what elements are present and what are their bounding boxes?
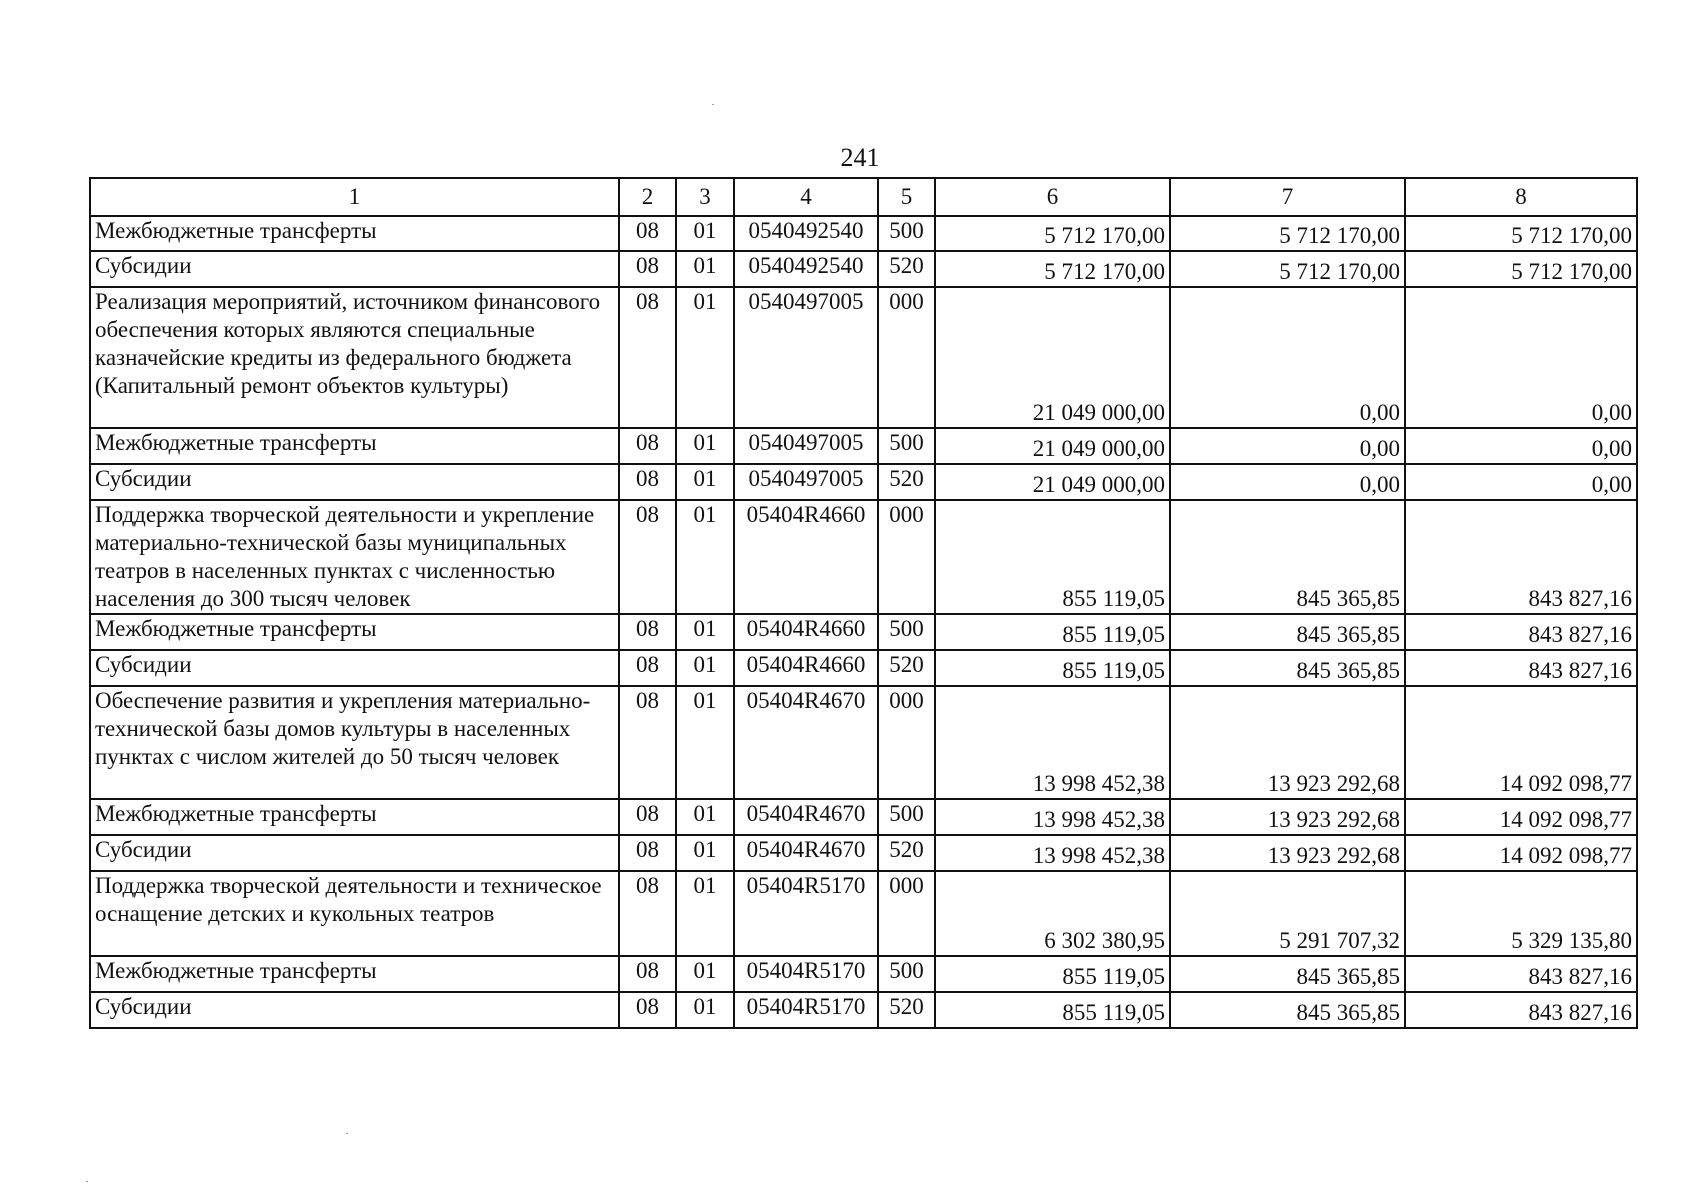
amount-cell: 21 049 000,00: [935, 464, 1170, 500]
row-name: Межбюджетные трансферты: [90, 614, 619, 650]
code-cell: 05404R5170: [734, 956, 878, 992]
row-name: Субсидии: [90, 992, 619, 1028]
row-name: Поддержка творческой деятельности и укрепление материально-технической базы муниципальных театров в населенных пунктах с численностью населения до 300 тысяч человек: [90, 500, 619, 614]
code-cell: 0540492540: [734, 251, 878, 287]
row-name: Межбюджетные трансферты: [90, 956, 619, 992]
code-cell: 05404R4670: [734, 686, 878, 799]
code-cell: 05404R5170: [734, 871, 878, 956]
column-header: 4: [734, 178, 878, 216]
scan-speck: [86, 1181, 88, 1182]
amount-cell: 855 119,05: [935, 992, 1170, 1028]
amount-cell: 845 365,85: [1170, 992, 1405, 1028]
row-name: Обеспечение развития и укрепления материально-технической базы домов культуры в населенных пунктах с числом жителей до 50 тысяч человек: [90, 686, 619, 799]
row-name: Поддержка творческой деятельности и техническое оснащение детских и кукольных театров: [90, 871, 619, 956]
amount-cell: 845 365,85: [1170, 614, 1405, 650]
amount-cell: 13 923 292,68: [1170, 799, 1405, 835]
amount-cell: 5 291 707,32: [1170, 871, 1405, 956]
header-row: [90, 178, 1637, 216]
code-cell: 08: [619, 614, 676, 650]
row-name: Межбюджетные трансферты: [90, 428, 619, 464]
amount-cell: 5 712 170,00: [1405, 216, 1637, 251]
amount-cell: 14 092 098,77: [1405, 686, 1637, 799]
column-header: 6: [935, 178, 1170, 216]
code-cell: 08: [619, 216, 676, 251]
code-cell: 08: [619, 956, 676, 992]
page-number: 241: [840, 143, 880, 172]
code-cell: 08: [619, 871, 676, 956]
code-cell: 000: [878, 500, 935, 614]
code-cell: 01: [676, 799, 734, 835]
code-cell: 520: [878, 835, 935, 871]
table-row: [90, 799, 1637, 835]
row-name: Субсидии: [90, 464, 619, 500]
table-row: [90, 428, 1637, 464]
code-cell: 520: [878, 992, 935, 1028]
code-cell: 000: [878, 686, 935, 799]
table-row: [90, 464, 1637, 500]
code-cell: 0540497005: [734, 464, 878, 500]
row-name: Субсидии: [90, 251, 619, 287]
amount-cell: 14 092 098,77: [1405, 799, 1637, 835]
amount-cell: 0,00: [1170, 464, 1405, 500]
amount-cell: 845 365,85: [1170, 956, 1405, 992]
code-cell: 01: [676, 871, 734, 956]
amount-cell: 21 049 000,00: [935, 287, 1170, 428]
table-row: [90, 251, 1637, 287]
amount-cell: 0,00: [1170, 287, 1405, 428]
table-row: [90, 614, 1637, 650]
scan-speck: [712, 104, 714, 105]
code-cell: 08: [619, 251, 676, 287]
table-row: [90, 871, 1637, 956]
code-cell: 08: [619, 992, 676, 1028]
code-cell: 08: [619, 835, 676, 871]
code-cell: 01: [676, 464, 734, 500]
code-cell: 01: [676, 835, 734, 871]
amount-cell: 855 119,05: [935, 650, 1170, 686]
column-header: 7: [1170, 178, 1405, 216]
code-cell: 05404R4670: [734, 799, 878, 835]
code-cell: 08: [619, 428, 676, 464]
amount-cell: 13 923 292,68: [1170, 686, 1405, 799]
table-row: [90, 650, 1637, 686]
amount-cell: 845 365,85: [1170, 500, 1405, 614]
budget-table: [89, 177, 1638, 1029]
table-row: [90, 835, 1637, 871]
amount-cell: 0,00: [1405, 428, 1637, 464]
code-cell: 520: [878, 650, 935, 686]
amount-cell: 845 365,85: [1170, 650, 1405, 686]
code-cell: 0540497005: [734, 428, 878, 464]
code-cell: 08: [619, 686, 676, 799]
code-cell: 08: [619, 464, 676, 500]
amount-cell: 13 998 452,38: [935, 686, 1170, 799]
code-cell: 01: [676, 216, 734, 251]
table-row: [90, 956, 1637, 992]
amount-cell: 5 712 170,00: [1405, 251, 1637, 287]
amount-cell: 855 119,05: [935, 614, 1170, 650]
code-cell: 08: [619, 500, 676, 614]
amount-cell: 21 049 000,00: [935, 428, 1170, 464]
amount-cell: 5 712 170,00: [935, 216, 1170, 251]
row-name: Реализация мероприятий, источником финансового обеспечения которых являются специальные казначейские кредиты из федерального бюджета (Капитальный ремонт объектов культуры): [90, 287, 619, 428]
row-name: Субсидии: [90, 650, 619, 686]
amount-cell: 0,00: [1405, 464, 1637, 500]
code-cell: 520: [878, 464, 935, 500]
amount-cell: 843 827,16: [1405, 650, 1637, 686]
row-name: Субсидии: [90, 835, 619, 871]
code-cell: 01: [676, 500, 734, 614]
table-row: [90, 287, 1637, 428]
code-cell: 05404R4660: [734, 614, 878, 650]
code-cell: 01: [676, 686, 734, 799]
amount-cell: 843 827,16: [1405, 614, 1637, 650]
amount-cell: 855 119,05: [935, 500, 1170, 614]
code-cell: 01: [676, 992, 734, 1028]
amount-cell: 843 827,16: [1405, 992, 1637, 1028]
amount-cell: 13 923 292,68: [1170, 835, 1405, 871]
code-cell: 0540497005: [734, 287, 878, 428]
row-name: Межбюджетные трансферты: [90, 799, 619, 835]
column-header: 2: [619, 178, 676, 216]
code-cell: 08: [619, 799, 676, 835]
column-header: 5: [878, 178, 935, 216]
amount-cell: 5 712 170,00: [935, 251, 1170, 287]
table-row: [90, 500, 1637, 614]
amount-cell: 843 827,16: [1405, 956, 1637, 992]
code-cell: 01: [676, 650, 734, 686]
table-row: [90, 216, 1637, 251]
code-cell: 01: [676, 428, 734, 464]
code-cell: 520: [878, 251, 935, 287]
code-cell: 01: [676, 956, 734, 992]
table-row: [90, 992, 1637, 1028]
code-cell: 05404R5170: [734, 992, 878, 1028]
amount-cell: 843 827,16: [1405, 500, 1637, 614]
code-cell: 08: [619, 287, 676, 428]
code-cell: 000: [878, 871, 935, 956]
amount-cell: 0,00: [1405, 287, 1637, 428]
amount-cell: 14 092 098,77: [1405, 835, 1637, 871]
code-cell: 05404R4660: [734, 500, 878, 614]
code-cell: 01: [676, 614, 734, 650]
table-row: [90, 686, 1637, 799]
code-cell: 01: [676, 287, 734, 428]
amount-cell: 855 119,05: [935, 956, 1170, 992]
code-cell: 500: [878, 799, 935, 835]
column-header: 1: [90, 178, 619, 216]
amount-cell: 0,00: [1170, 428, 1405, 464]
code-cell: 01: [676, 251, 734, 287]
row-name: Межбюджетные трансферты: [90, 216, 619, 251]
amount-cell: 13 998 452,38: [935, 835, 1170, 871]
code-cell: 500: [878, 216, 935, 251]
code-cell: 0540492540: [734, 216, 878, 251]
amount-cell: 5 712 170,00: [1170, 216, 1405, 251]
amount-cell: 13 998 452,38: [935, 799, 1170, 835]
amount-cell: 6 302 380,95: [935, 871, 1170, 956]
column-header: 3: [676, 178, 734, 216]
code-cell: 08: [619, 650, 676, 686]
amount-cell: 5 712 170,00: [1170, 251, 1405, 287]
code-cell: 05404R4670: [734, 835, 878, 871]
code-cell: 500: [878, 428, 935, 464]
code-cell: 500: [878, 614, 935, 650]
column-header: 8: [1405, 178, 1637, 216]
code-cell: 500: [878, 956, 935, 992]
code-cell: 05404R4660: [734, 650, 878, 686]
amount-cell: 5 329 135,80: [1405, 871, 1637, 956]
scan-speck: [346, 1133, 348, 1134]
code-cell: 000: [878, 287, 935, 428]
